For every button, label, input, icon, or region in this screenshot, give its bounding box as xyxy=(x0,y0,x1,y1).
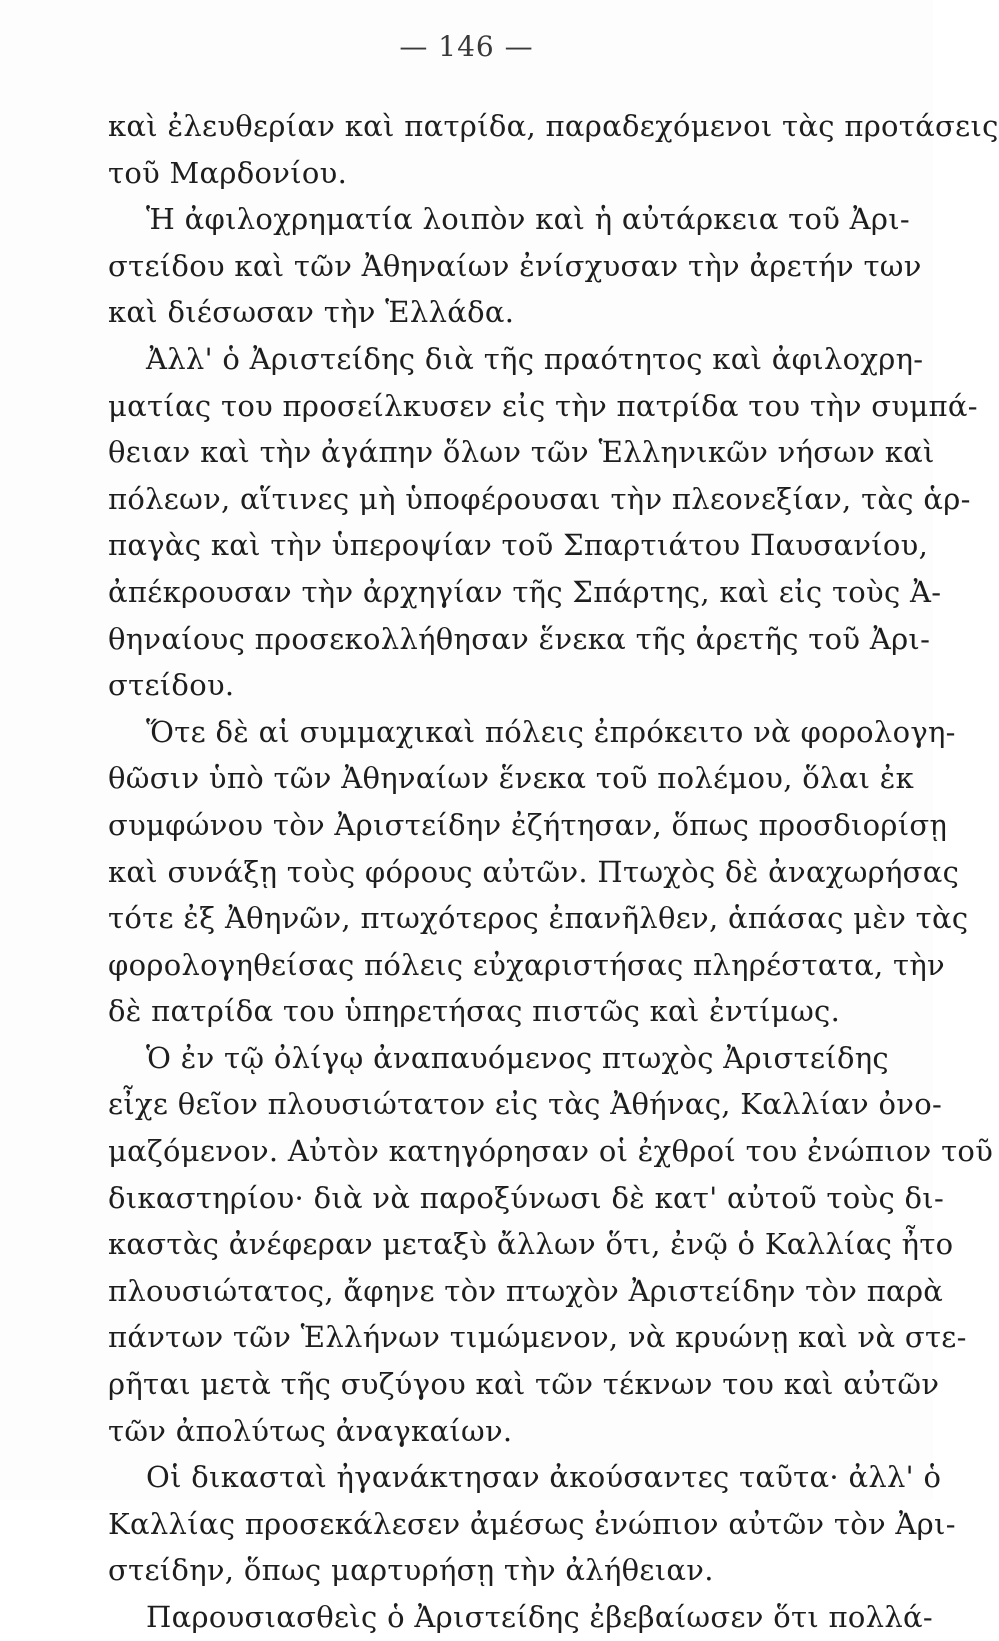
text-line: Ὁ ἐν τῷ ὀλίγῳ ἀναπαυόμενος πτωχὸς Ἀριστείδης xyxy=(146,1040,889,1075)
text-line: τότε ἐξ Ἀθηνῶν, πτωχότερος ἐπανῆλθεν, ἁπάσας μὲν τὰς xyxy=(108,901,969,936)
text-line: Ἡ ἀφιλοχρηματία λοιπὸν καὶ ἡ αὐτάρκεια τοῦ Ἀρι- xyxy=(146,202,911,237)
text-line: καστὰς ἀνέφεραν μεταξὺ ἄλλων ὅτι, ἐνῷ ὁ Καλλίας ἦτο xyxy=(108,1227,954,1262)
text-line: θῶσιν ὑπὸ τῶν Ἀθηναίων ἕνεκα τοῦ πολέμου, ὅλαι ἐκ xyxy=(108,761,915,796)
text-line: Οἱ δικασταὶ ἠγανάκτησαν ἀκούσαντες ταῦτα· ἀλλ' ὁ xyxy=(146,1460,942,1495)
text-line: Ὅτε δὲ αἱ συμμαχικαὶ πόλεις ἐπρόκειτο νὰ φορολογη- xyxy=(146,714,956,749)
text-line: εἶχε θεῖον πλουσιώτατον εἰς τὰς Ἀθήνας, Καλλίαν ὀνο- xyxy=(108,1087,943,1122)
text-line: Παρουσιασθεὶς ὁ Ἀριστείδης ἐβεβαίωσεν ὅτι πολλά- xyxy=(146,1600,933,1634)
text-line: ρῆται μετὰ τῆς συζύγου καὶ τῶν τέκνων του καὶ αὐτῶν xyxy=(108,1367,940,1402)
text-line: καὶ συνάξῃ τοὺς φόρους αὐτῶν. Πτωχὸς δὲ ἀναχωρήσας xyxy=(108,854,960,889)
text-line: τοῦ Μαρδονίου. xyxy=(108,155,348,190)
text-line: Ἀλλ' ὁ Ἀριστείδης διὰ τῆς πραότητος καὶ ἀφιλοχρη- xyxy=(146,341,924,376)
text-line: παγὰς καὶ τὴν ὑπεροψίαν τοῦ Σπαρτιάτου Παυσανίου, xyxy=(108,528,929,563)
text-line: πόλεων, αἵτινες μὴ ὑποφέρουσαι τὴν πλεονεξίαν, τὰς ἁρ- xyxy=(108,481,971,516)
text-line: καὶ ἐλευθερίαν καὶ πατρίδα, παραδεχόμενοι τὰς προτάσεις xyxy=(108,109,999,143)
text-line: θειαν καὶ τὴν ἀγάπην ὅλων τῶν Ἑλληνικῶν νήσων καὶ xyxy=(108,435,935,470)
page-number: — 146 — xyxy=(399,30,534,63)
text-line: φορολογηθείσας πόλεις εὐχαριστήσας πληρέστατα, τὴν xyxy=(108,947,945,982)
text-line: στείδου καὶ τῶν Ἀθηναίων ἐνίσχυσαν τὴν ἀρετήν των xyxy=(108,248,922,283)
text-line: πλουσιώτατος, ἄφηνε τὸν πτωχὸν Ἀριστείδην τὸν παρὰ xyxy=(108,1273,944,1308)
text-line: συμφώνου τὸν Ἀριστείδην ἐζήτησαν, ὅπως προσδιορίσῃ xyxy=(108,807,948,842)
text-line: καὶ διέσωσαν τὴν Ἑλλάδα. xyxy=(108,295,515,330)
text-line: πάντων τῶν Ἑλλήνων τιμώμενον, νὰ κρυώνῃ καὶ νὰ στε- xyxy=(108,1320,967,1355)
body-text xyxy=(108,103,999,1641)
text-line: δικαστηρίου· διὰ νὰ παροξύνωσι δὲ κατ' αὐτοῦ τοὺς δι- xyxy=(108,1180,945,1215)
text-line: μαζόμενον. Αὐτὸν κατηγόρησαν οἱ ἐχθροί του ἐνώπιον τοῦ xyxy=(108,1134,994,1169)
text-line: στείδου. xyxy=(108,668,235,703)
text-line: Καλλίας προσεκάλεσεν ἀμέσως ἐνώπιον αὐτῶν τὸν Ἀρι- xyxy=(108,1506,956,1541)
text-line: ἀπέκρουσαν τὴν ἀρχηγίαν τῆς Σπάρτης, καὶ εἰς τοὺς Ἀ- xyxy=(108,574,942,609)
text-line: τῶν ἀπολύτως ἀναγκαίων. xyxy=(108,1413,513,1448)
text-line: ματίας του προσείλκυσεν εἰς τὴν πατρίδα του τὴν συμπά- xyxy=(108,388,978,423)
text-line: στείδην, ὅπως μαρτυρήσῃ τὴν ἀλήθειαν. xyxy=(108,1553,714,1588)
text-line: δὲ πατρίδα του ὑπηρετήσας πιστῶς καὶ ἐντίμως. xyxy=(108,994,841,1029)
text-line: θηναίους προσεκολλήθησαν ἕνεκα τῆς ἀρετῆς τοῦ Ἀρι- xyxy=(108,621,931,656)
